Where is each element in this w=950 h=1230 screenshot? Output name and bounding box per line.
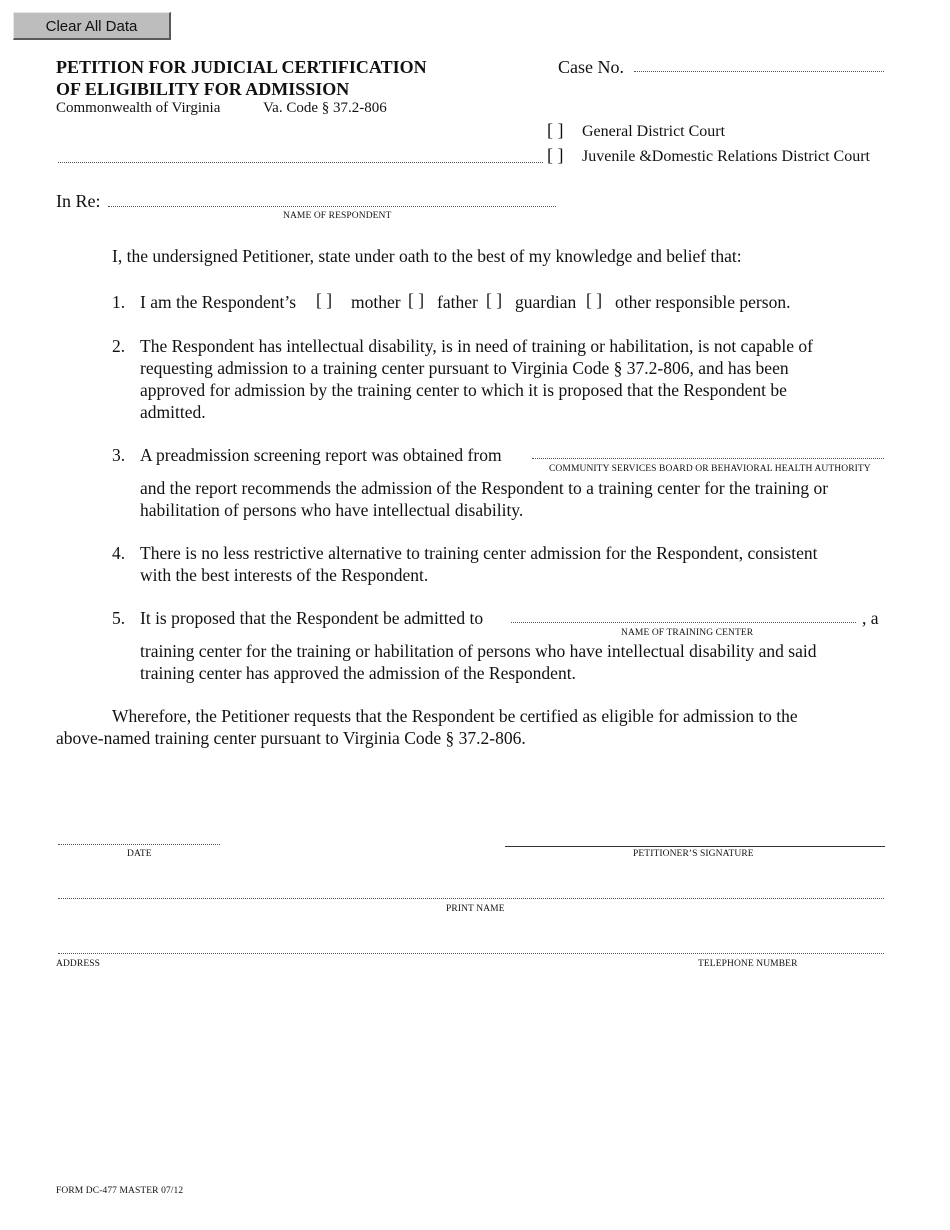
item1-lead: I am the Respondent’s: [140, 292, 297, 312]
jdr-court-label: Juvenile &Domestic Relations District Court: [582, 148, 870, 165]
form-id: FORM DC-477 MASTER 07/12: [56, 1186, 184, 1196]
item4-line2: with the best interests of the Respondent.: [140, 565, 429, 585]
item3-line2: and the report recommends the admission of the Respondent to a training center for the training or: [140, 478, 829, 498]
father-label: father: [437, 292, 478, 312]
respondent-name-caption: NAME OF RESPONDENT: [283, 211, 392, 221]
item3-number: 3.: [112, 445, 126, 465]
training-center-caption: NAME OF TRAINING CENTER: [621, 628, 754, 638]
other-person-label: other responsible person.: [615, 292, 791, 312]
statement-intro: I, the undersigned Petitioner, state under oath to the best of my knowledge and belief that:: [112, 246, 742, 266]
address-caption: ADDRESS: [56, 959, 100, 969]
date-caption: DATE: [127, 849, 152, 859]
telephone-caption: TELEPHONE NUMBER: [698, 959, 798, 969]
petitioner-signature-caption: PETITIONER’S SIGNATURE: [633, 849, 754, 859]
wherefore-line1: Wherefore, the Petitioner requests that the Respondent be certified as eligible for admission to the: [112, 706, 798, 726]
case-number-field[interactable]: [634, 71, 884, 72]
screening-source-caption: COMMUNITY SERVICES BOARD OR BEHAVIORAL HEALTH AUTHORITY: [549, 464, 871, 474]
case-number-label: Case No.: [558, 57, 624, 77]
other-person-checkbox[interactable]: [ ]: [586, 290, 603, 310]
form-title-line1: PETITION FOR JUDICIAL CERTIFICATION: [56, 57, 427, 77]
general-district-court-checkbox[interactable]: [ ]: [547, 120, 564, 140]
date-field[interactable]: [58, 844, 220, 845]
court-name-field[interactable]: [58, 162, 543, 163]
code-reference: Va. Code § 37.2-806: [263, 100, 387, 116]
training-center-field[interactable]: [511, 622, 856, 623]
in-re-label: In Re:: [56, 191, 101, 211]
item2-number: 2.: [112, 336, 126, 356]
item5-line3: training center has approved the admission of the Respondent.: [140, 663, 576, 683]
respondent-name-field[interactable]: [108, 206, 556, 207]
jurisdiction-label: Commonwealth of Virginia: [56, 100, 221, 116]
form-title-line2: OF ELIGIBILITY FOR ADMISSION: [56, 79, 350, 99]
item2-line2: requesting admission to a training center pursuant to Virginia Code § 37.2-806, and has been: [140, 358, 789, 378]
item2-line1: The Respondent has intellectual disability, is in need of training or habilitation, is not capable of: [140, 336, 813, 356]
item4-number: 4.: [112, 543, 126, 563]
screening-source-field[interactable]: [532, 458, 884, 459]
wherefore-line2: above-named training center pursuant to Virginia Code § 37.2-806.: [56, 728, 526, 748]
item3-lead: A preadmission screening report was obtained from: [140, 445, 502, 465]
item3-line3: habilitation of persons who have intellectual disability.: [140, 500, 524, 520]
item2-line3: approved for admission by the training center to which it is proposed that the Respondent be: [140, 380, 787, 400]
mother-label: mother: [351, 292, 401, 312]
item5-trail: , a: [862, 608, 879, 628]
jdr-court-checkbox[interactable]: [ ]: [547, 145, 564, 165]
print-name-field[interactable]: [58, 898, 884, 899]
item4-line1: There is no less restrictive alternative to training center admission for the Respondent, consistent: [140, 543, 818, 563]
general-district-court-label: General District Court: [582, 123, 726, 140]
item5-lead: It is proposed that the Respondent be admitted to: [140, 608, 484, 628]
print-name-caption: PRINT NAME: [446, 904, 505, 914]
father-checkbox[interactable]: [ ]: [408, 290, 425, 310]
mother-checkbox[interactable]: [ ]: [316, 290, 333, 310]
petitioner-signature-line[interactable]: [505, 846, 885, 847]
clear-all-data-button[interactable]: Clear All Data: [13, 12, 171, 40]
address-phone-field[interactable]: [58, 953, 884, 954]
item5-line2: training center for the training or habilitation of persons who have intellectual disability and said: [140, 641, 817, 661]
item1-number: 1.: [112, 292, 126, 312]
guardian-label: guardian: [515, 292, 577, 312]
item5-number: 5.: [112, 608, 126, 628]
item2-line4: admitted.: [140, 402, 206, 422]
guardian-checkbox[interactable]: [ ]: [486, 290, 503, 310]
